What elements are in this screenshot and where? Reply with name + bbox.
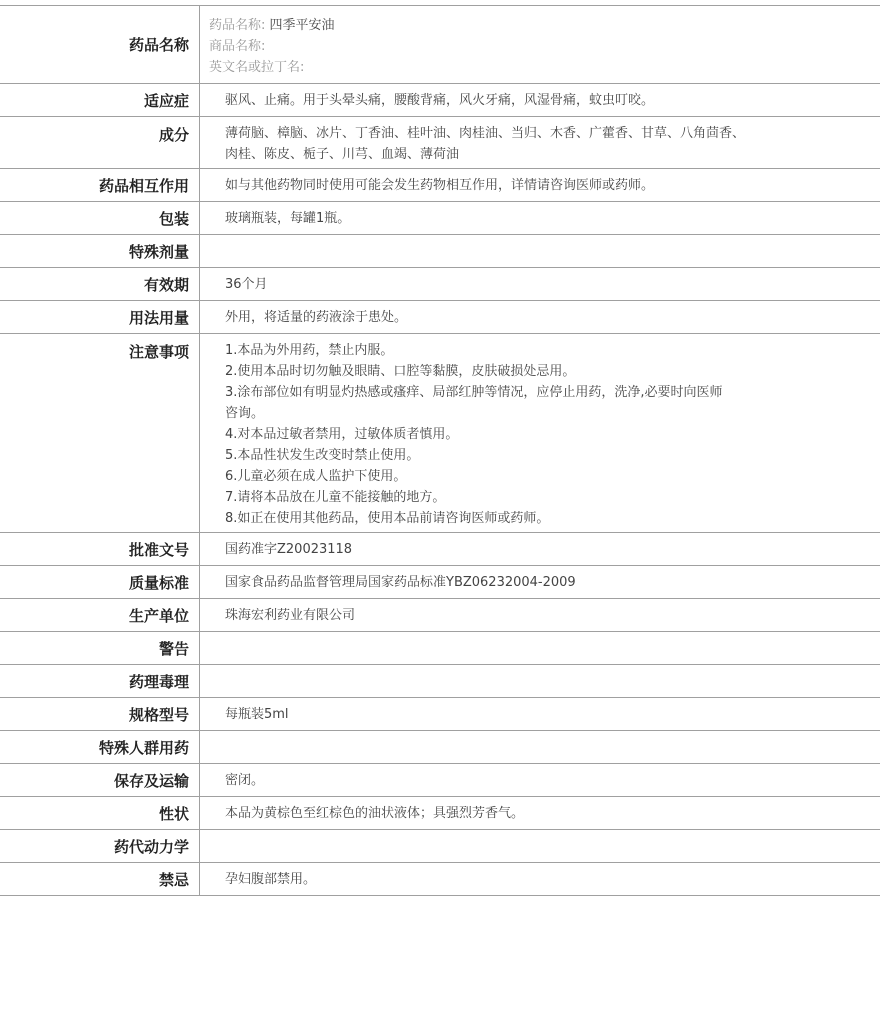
row-label: 包装 <box>0 202 200 234</box>
row-label: 性状 <box>0 797 200 829</box>
row-value <box>200 235 880 267</box>
row-label: 警告 <box>0 632 200 664</box>
row-value <box>200 117 880 168</box>
row-value: 本品为黄棕色至红棕色的油状液体；具强烈芳香气。 <box>225 805 525 821</box>
row-specification <box>0 698 880 731</box>
generic-name-line <box>209 15 880 36</box>
row-manufacturer <box>0 599 880 632</box>
row-value <box>200 632 880 664</box>
row-label: 质量标准 <box>0 566 200 598</box>
precaution-line: 7.请将本品放在儿童不能接触的地方。 <box>225 490 446 505</box>
row-label: 保存及运输 <box>0 764 200 796</box>
ingredients-line: 肉桂、陈皮、栀子、川芎、血竭、薄荷油 <box>225 147 460 162</box>
row-special-dosage <box>0 235 880 268</box>
row-value <box>200 830 880 862</box>
precaution-line: 5.本品性状发生改变时禁止使用。 <box>225 448 420 463</box>
row-value: 驱风、止痛。用于头晕头痛，腰酸背痛，风火牙痛，风湿骨痛，蚊虫叮咬。 <box>225 92 655 108</box>
row-label: 批准文号 <box>0 533 200 565</box>
precaution-line: 3.涂布部位如有明显灼热感或瘙痒、局部红肿等情况，应停止用药，洗净,必要时向医师 <box>225 385 723 400</box>
row-pharmacokinetics <box>0 830 880 863</box>
row-indications <box>0 84 880 117</box>
row-precautions <box>0 334 880 533</box>
row-value: 密闭。 <box>225 772 265 788</box>
drug-spec-table <box>0 5 880 896</box>
row-label: 药理毒理 <box>0 665 200 697</box>
row-usage <box>0 301 880 334</box>
precaution-line: 6.儿童必须在成人监护下使用。 <box>225 469 407 484</box>
row-value: 孕妇腹部禁用。 <box>225 871 317 887</box>
row-storage <box>0 764 880 797</box>
row-drug-name <box>0 6 880 84</box>
row-label: 药品相互作用 <box>0 169 200 201</box>
english-name-line: 英文名或拉丁名: <box>209 60 305 75</box>
row-label: 适应症 <box>0 84 200 116</box>
generic-name-prefix: 药品名称: <box>209 18 266 33</box>
row-shelf-life <box>0 268 880 301</box>
row-interactions <box>0 169 880 202</box>
row-value: 36个月 <box>225 276 268 292</box>
row-value <box>200 731 880 763</box>
row-quality-standard <box>0 566 880 599</box>
row-label: 注意事项 <box>0 334 200 532</box>
row-value <box>200 334 880 532</box>
precaution-line: 4.对本品过敏者禁用，过敏体质者慎用。 <box>225 427 459 442</box>
row-value: 每瓶装5ml <box>225 706 289 722</box>
row-label: 特殊剂量 <box>0 235 200 267</box>
precaution-line: 8.如正在使用其他药品，使用本品前请咨询医师或药师。 <box>225 511 550 526</box>
row-label: 药品名称 <box>0 6 200 83</box>
row-appearance <box>0 797 880 830</box>
row-label: 规格型号 <box>0 698 200 730</box>
trade-name-line: 商品名称: <box>209 39 266 54</box>
row-value: 国家食品药品监督管理局国家药品标准YBZ06232004-2009 <box>225 574 576 590</box>
precaution-line: 咨询。 <box>225 406 265 421</box>
row-ingredients <box>0 117 880 169</box>
row-label: 成分 <box>0 117 200 168</box>
row-special-groups <box>0 731 880 764</box>
row-packaging <box>0 202 880 235</box>
row-label: 特殊人群用药 <box>0 731 200 763</box>
row-value <box>200 6 880 83</box>
row-label: 用法用量 <box>0 301 200 333</box>
generic-name-value: 四季平安油 <box>269 18 335 33</box>
row-value: 外用，将适量的药液涂于患处。 <box>225 309 408 325</box>
precaution-line: 2.使用本品时切勿触及眼睛、口腔等黏膜，皮肤破损处忌用。 <box>225 364 576 379</box>
row-label: 生产单位 <box>0 599 200 631</box>
row-approval-number <box>0 533 880 566</box>
ingredients-line: 薄荷脑、樟脑、冰片、丁香油、桂叶油、肉桂油、当归、木香、广藿香、甘草、八角茴香、 <box>225 126 746 141</box>
row-contraindications <box>0 863 880 896</box>
row-warning <box>0 632 880 665</box>
row-value: 如与其他药物同时使用可能会发生药物相互作用，详情请咨询医师或药师。 <box>225 177 655 193</box>
row-toxicology <box>0 665 880 698</box>
row-value: 国药准字Z20023118 <box>225 541 353 557</box>
row-value: 珠海宏利药业有限公司 <box>225 607 356 623</box>
row-label: 药代动力学 <box>0 830 200 862</box>
row-label: 有效期 <box>0 268 200 300</box>
row-label: 禁忌 <box>0 863 200 895</box>
row-value <box>200 665 880 697</box>
precaution-line: 1.本品为外用药，禁止内服。 <box>225 343 394 358</box>
row-value: 玻璃瓶装，每罐1瓶。 <box>225 210 351 226</box>
